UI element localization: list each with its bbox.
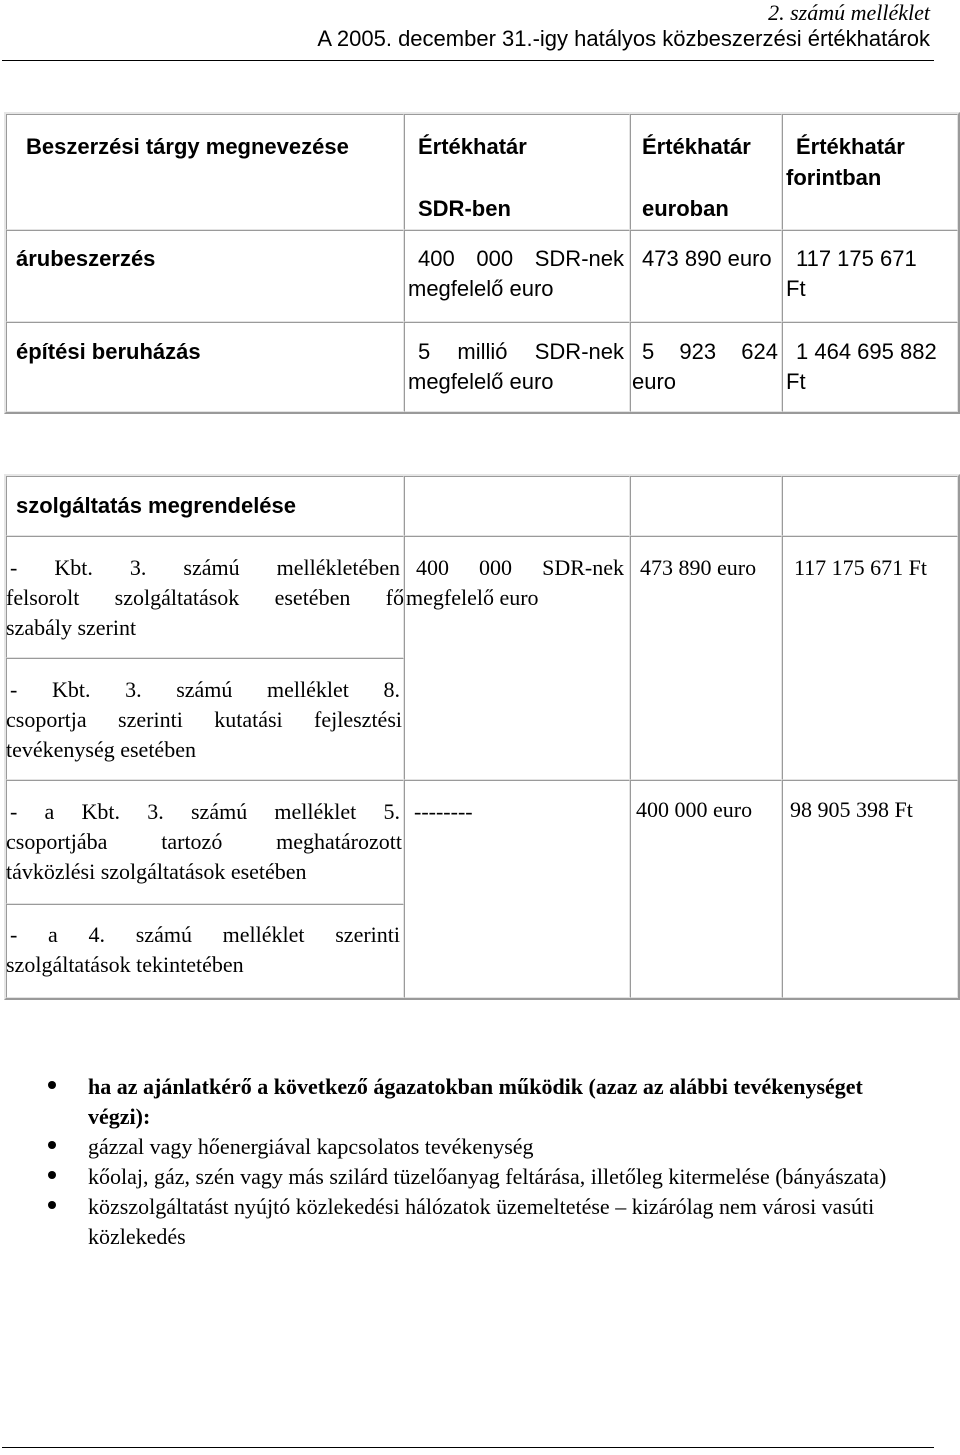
bullet-text: gázzal vagy hőenergiával kapcsolatos tevékenység bbox=[88, 1134, 534, 1159]
services-row4-desc-1: - a 4. számú melléklet szerinti bbox=[10, 922, 400, 947]
bullet-icon bbox=[48, 1171, 56, 1179]
services-row1-huf: 117 175 671 Ft bbox=[794, 555, 928, 580]
services-row1-euro: 473 890 euro bbox=[640, 555, 757, 580]
services-row1-desc-1: - Kbt. 3. számú mellékletében bbox=[10, 555, 400, 580]
works-euro-1: 5 923 624 bbox=[642, 339, 778, 364]
works-huf-1: 1 464 695 882 bbox=[796, 339, 937, 364]
services-row3-desc-3: távközlési szolgáltatások esetében bbox=[6, 859, 307, 884]
goods-sdr-2: megfelelő euro bbox=[408, 276, 554, 301]
bullet-icon bbox=[48, 1081, 56, 1089]
works-huf-2: Ft bbox=[786, 369, 806, 394]
services-row1-sdr-2: megfelelő euro bbox=[406, 585, 539, 610]
services-row1-sdr-1: 400 000 SDR-nek bbox=[416, 555, 624, 580]
services-title-cell-sdr bbox=[404, 476, 630, 536]
goods-sdr-1: 400 000 SDR-nek bbox=[418, 246, 624, 271]
column-header-subject: Beszerzési tárgy megnevezése bbox=[26, 134, 349, 159]
document-subtitle: A 2005. december 31.-igy hatályos közbeszerzési értékhatárok bbox=[317, 26, 930, 51]
row-label-goods: árubeszerzés bbox=[16, 246, 156, 271]
services-row2-desc-3: tevékenység esetében bbox=[6, 737, 196, 762]
column-header-sdr-2: SDR-ben bbox=[418, 196, 511, 221]
column-header-huf-2: forintban bbox=[786, 165, 882, 190]
services-row2-desc-1: - Kbt. 3. számú melléklet 8. bbox=[10, 677, 400, 702]
bullet-item bbox=[48, 1162, 908, 1192]
column-header-huf-1: Értékhatár bbox=[796, 134, 905, 159]
works-sdr-2: megfelelő euro bbox=[408, 369, 554, 394]
services-row4-desc-2: szolgáltatások tekintetében bbox=[6, 952, 244, 977]
services-row3-sdr: -------- bbox=[414, 799, 473, 824]
works-euro-2: euro bbox=[632, 369, 677, 394]
goods-huf-1: 117 175 671 bbox=[796, 246, 917, 271]
services-row2-desc-2: csoportja szerinti kutatási fejlesztési bbox=[6, 707, 402, 732]
column-header-sdr-1: Értékhatár bbox=[418, 134, 527, 159]
bullet-icon bbox=[48, 1141, 56, 1149]
goods-huf-2: Ft bbox=[786, 276, 806, 301]
row-cell-works bbox=[6, 322, 404, 412]
services-row1-desc-2: felsorolt szolgáltatások esetében fő bbox=[6, 585, 404, 610]
footer-divider bbox=[2, 1447, 934, 1448]
row-label-works: építési beruházás bbox=[16, 339, 201, 364]
bullet-item bbox=[48, 1192, 908, 1252]
goods-euro: 473 890 euro bbox=[642, 246, 772, 271]
bullet-icon bbox=[48, 1201, 56, 1209]
bullet-item bbox=[48, 1132, 908, 1162]
row-cell-works-huf bbox=[782, 322, 958, 412]
services-title: szolgáltatás megrendelése bbox=[16, 493, 297, 518]
services-row3-huf: 98 905 398 Ft bbox=[790, 797, 913, 822]
services-row1-desc-3: szabály szerint bbox=[6, 615, 137, 640]
services-row3-euro: 400 000 euro bbox=[636, 797, 753, 822]
services-row3-desc-1: - a Kbt. 3. számú melléklet 5. bbox=[10, 799, 400, 824]
annex-label: 2. számú melléklet bbox=[768, 0, 930, 25]
works-sdr-1: 5 millió SDR-nek bbox=[418, 339, 624, 364]
sector-bullet-list bbox=[48, 1072, 908, 1252]
services-title-cell-euro bbox=[630, 476, 782, 536]
column-header-euro-2: euroban bbox=[642, 196, 729, 221]
header-divider bbox=[2, 60, 934, 61]
bullet-text: közszolgáltatást nyújtó közlekedési hálózatok üzemeltetése – kizárólag nem városi vasúti közlekedés bbox=[88, 1194, 875, 1249]
bullet-item bbox=[48, 1072, 908, 1132]
services-title-cell-huf bbox=[782, 476, 958, 536]
services-row3-desc-2: csoportjába tartozó meghatározott bbox=[6, 829, 402, 854]
bullet-text: kőolaj, gáz, szén vagy más szilárd tüzelőanyag feltárása, illetőleg kitermelése (bányászata) bbox=[88, 1164, 887, 1189]
column-header-euro-1: Értékhatár bbox=[642, 134, 751, 159]
bullet-text: ha az ajánlatkérő a következő ágazatokban működik (azaz az alábbi tevékenységet végzi): bbox=[88, 1074, 863, 1129]
